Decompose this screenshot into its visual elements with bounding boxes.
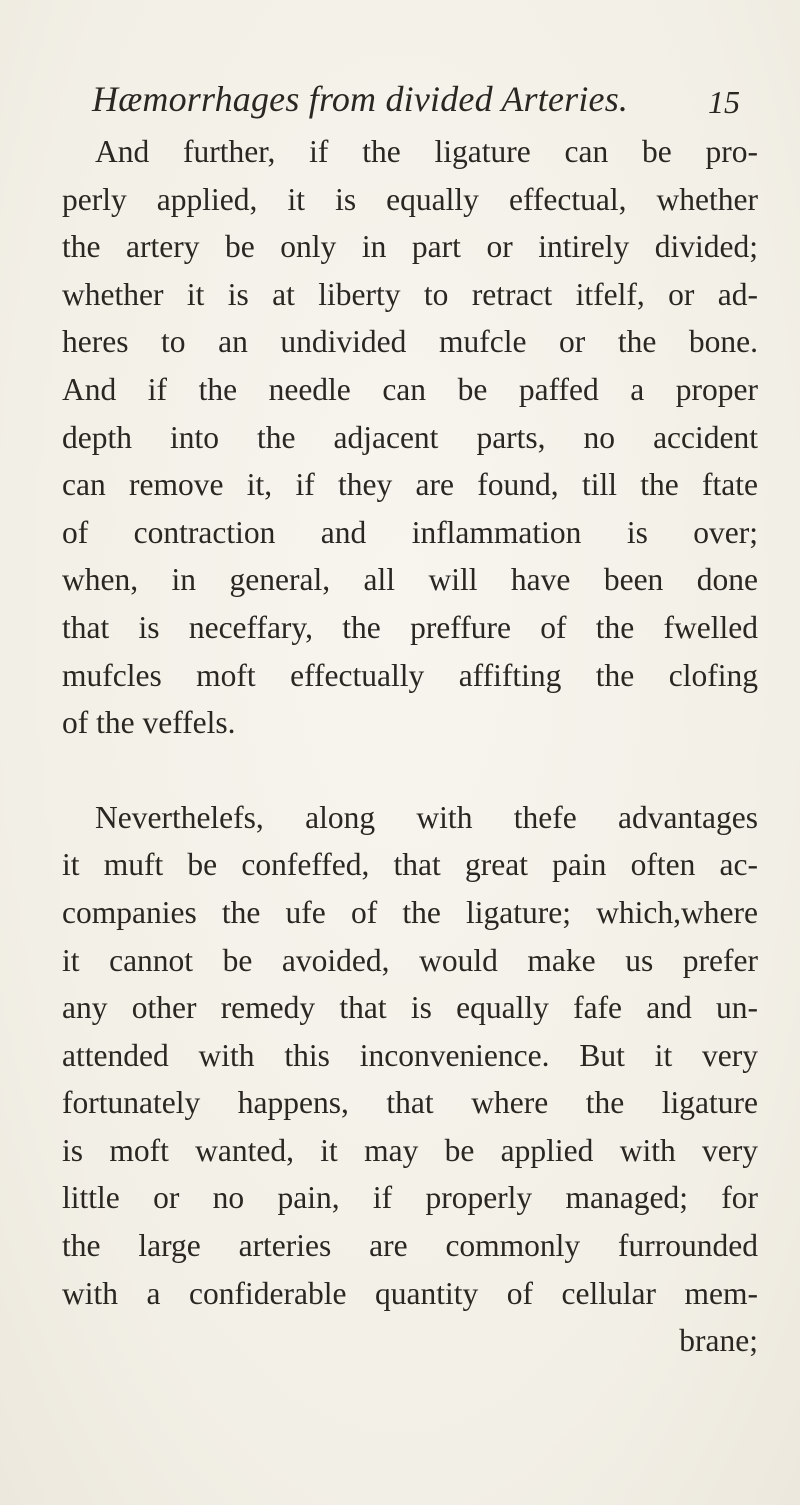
body-text <box>62 128 758 1365</box>
text-line: brane; <box>679 1323 758 1359</box>
text-line: any other remedy that is equally fafe and un- <box>62 990 758 1026</box>
text-line: companies the ufe of the ligature; which,where <box>62 894 758 930</box>
paragraph-spacer <box>62 747 758 794</box>
text-line: of contraction and inflammation is over; <box>62 514 758 550</box>
text-line: that is neceffary, the preffure of the fwelled <box>62 609 758 645</box>
text-line: fortunately happens, that where the ligature <box>62 1085 758 1121</box>
running-head <box>92 78 740 128</box>
text-line: is moft wanted, it may be applied with very <box>62 1132 758 1168</box>
text-line: And further, if the ligature can be pro- <box>95 134 758 169</box>
page-number: 15 <box>708 84 740 120</box>
text-line: heres to an undivided mufcle or the bone. <box>62 324 758 360</box>
paragraph-2 <box>62 794 758 1365</box>
text-line: the large arteries are commonly furrounded <box>62 1228 758 1264</box>
text-line: little or no pain, if properly managed; for <box>62 1180 758 1216</box>
text-line: attended with this inconvenience. But it very <box>62 1037 758 1073</box>
text-line: the artery be only in part or intirely divided; <box>62 229 758 265</box>
text-line: when, in general, all will have been done <box>62 562 758 598</box>
text-line: Neverthelefs, along with thefe advantages <box>95 799 758 835</box>
text-line: whether it is at liberty to retract itfelf, or ad- <box>62 276 758 312</box>
text-line: mufcles moft effectually affifting the clofing <box>62 657 758 693</box>
running-title: Hæmorrhages from divided Arteries. <box>92 79 629 119</box>
text-line: of the veffels. <box>62 705 236 741</box>
text-line: with a confiderable quantity of cellular mem- <box>62 1275 758 1311</box>
text-line: perly applied, it is equally effectual, whether <box>62 181 758 217</box>
text-line: And if the needle can be paffed a proper <box>62 371 758 407</box>
text-line: it muft be confeffed, that great pain often ac- <box>62 847 758 883</box>
text-line: depth into the adjacent parts, no accident <box>62 419 758 455</box>
text-line: can remove it, if they are found, till the ftate <box>62 467 758 503</box>
paragraph-1 <box>62 128 758 747</box>
text-line: it cannot be avoided, would make us prefer <box>62 942 758 978</box>
